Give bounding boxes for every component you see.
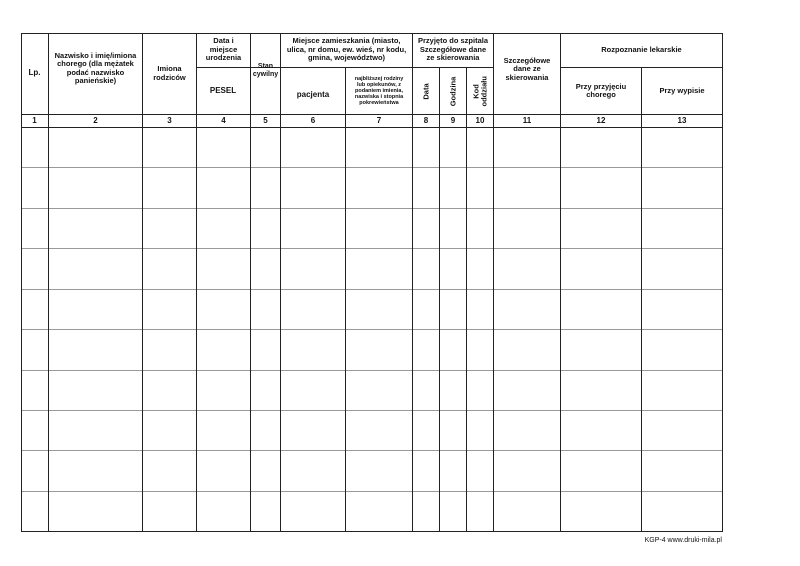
column-divider bbox=[466, 67, 467, 532]
header-lp: Lp. bbox=[28, 68, 41, 78]
column-number: 1 bbox=[32, 115, 37, 125]
column-number: 4 bbox=[221, 115, 226, 125]
header-diagnosis-discharge: Przy wypisie bbox=[659, 85, 705, 95]
header-residence-patient: pacjenta bbox=[296, 89, 330, 99]
header-ward-code bbox=[467, 68, 493, 114]
column-number: 8 bbox=[423, 115, 429, 125]
header-admission-hour bbox=[440, 68, 466, 114]
header-admission-date bbox=[413, 68, 439, 114]
column-number: 5 bbox=[263, 115, 268, 125]
table-row-line bbox=[21, 289, 723, 290]
column-number: 12 bbox=[596, 115, 606, 125]
table-bottom-border bbox=[21, 531, 723, 532]
column-divider bbox=[345, 67, 346, 532]
header-medical-diagnosis: Rozpoznanie lekarskie bbox=[601, 44, 682, 54]
header-admission-hour-text: Godzina bbox=[448, 76, 458, 106]
column-number: 13 bbox=[677, 115, 687, 125]
form-footer-code: KGP-4 www.druki-mila.pl bbox=[644, 537, 722, 544]
header-patient-name: Nazwisko i imię/imiona chorego (dla mężatek podać nazwisko panieńskie) bbox=[54, 50, 137, 85]
header-referral-details: Szczegółowe dane ze skierowania bbox=[503, 55, 551, 82]
table-row-line bbox=[21, 208, 723, 209]
header-birth-date-place: Data i miejsce urodzenia bbox=[205, 36, 242, 63]
column-number: 7 bbox=[376, 115, 382, 125]
table-row-line bbox=[21, 370, 723, 371]
header-pesel: PESEL bbox=[209, 85, 237, 95]
table-row-line bbox=[21, 410, 723, 411]
header-admission-date-text: Data bbox=[421, 82, 431, 100]
column-divider bbox=[142, 33, 143, 532]
table-row-line bbox=[21, 167, 723, 168]
header-residence-relatives: najbliższej rodziny lub opiekunów, z podaniem imienia, nazwiska i stopnia pokrewieństwa bbox=[354, 75, 404, 107]
column-divider bbox=[641, 67, 642, 532]
header-ward-code-text: Kod oddziału bbox=[471, 75, 488, 106]
header-hospital-admission: Przyjęto do szpitala Szczegółowe dane ze skierowania bbox=[417, 36, 489, 63]
column-number: 2 bbox=[93, 115, 98, 125]
column-divider bbox=[439, 67, 440, 532]
header-residence: Miejsce zamieszkania (miasto, ulica, nr domu, ew. wieś, nr kodu, gmina, województwo) bbox=[286, 36, 407, 63]
column-number: 11 bbox=[522, 115, 532, 125]
header-diagnosis-admission: Przy przyjęciu chorego bbox=[575, 81, 627, 99]
column-divider bbox=[48, 33, 49, 532]
numbers-bottom-border bbox=[21, 127, 723, 128]
header-marital-status: Stan cywilny bbox=[252, 63, 279, 78]
column-divider bbox=[493, 33, 494, 532]
table-row-line bbox=[21, 450, 723, 451]
column-number: 10 bbox=[475, 115, 485, 125]
table-row-line bbox=[21, 491, 723, 492]
table-row-line bbox=[21, 329, 723, 330]
table-right-border bbox=[722, 33, 723, 532]
column-number: 3 bbox=[167, 115, 172, 125]
column-number: 6 bbox=[310, 115, 316, 125]
header-parents-names: Imiona rodziców bbox=[153, 64, 186, 82]
column-number: 9 bbox=[450, 115, 456, 125]
table-row-line bbox=[21, 248, 723, 249]
